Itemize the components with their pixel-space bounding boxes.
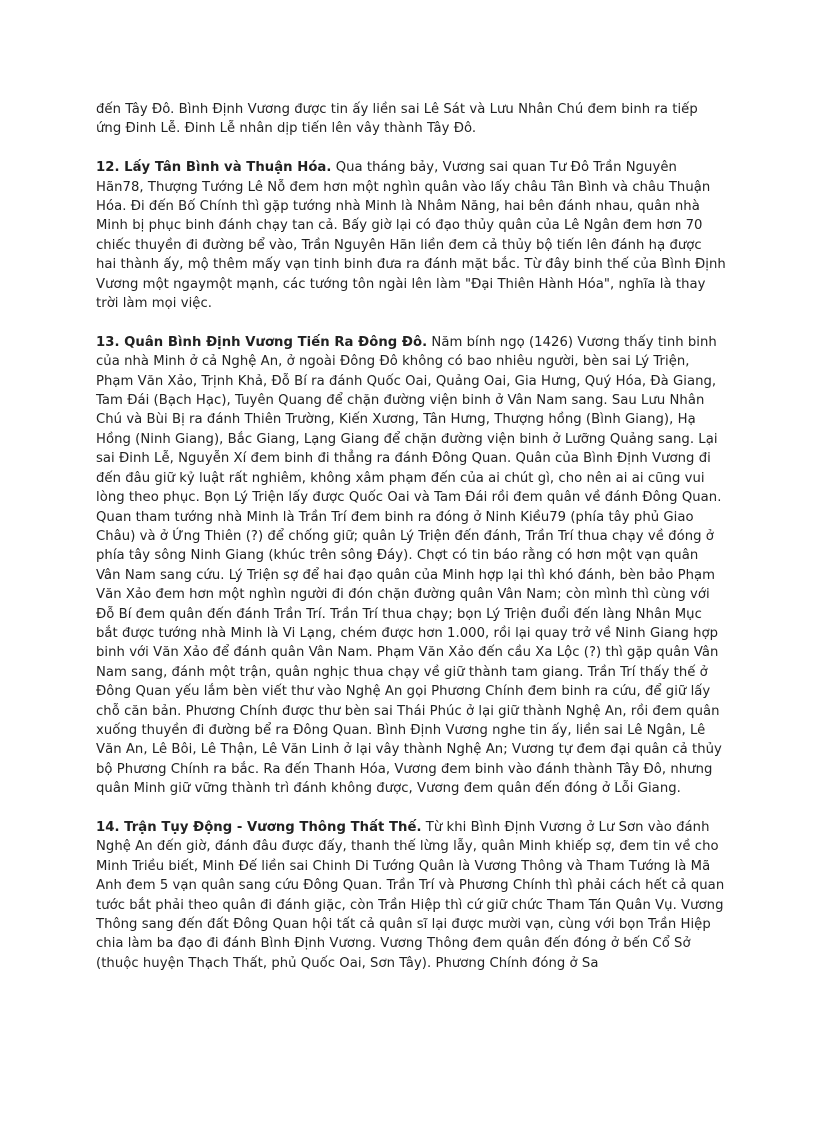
- section-13: [96, 333, 726, 799]
- section-heading: 14. Trận Tụy Động - Vương Thông Thất Thế.: [96, 819, 422, 835]
- section-12: [96, 158, 726, 313]
- section-14: [96, 818, 726, 973]
- paragraph-text: Năm bính ngọ (1426) Vương thấy tinh binh của nhà Minh ở cả Nghệ An, ở ngoài Đông Đô không có bao nhiêu người, bèn sai Lý Triện, Phạm Văn Xảo, Trịnh Khả, Đỗ Bí ra đánh Quốc Oai, Quảng Oai, Gia Hưng, Quý Hóa, Đà Giang, Tam Đái (Bạch Hạc), Tuyên Quang để chặn đường viện binh ở Vân Nam sang. Sau Lưu Nhân Chú và Bùi Bị ra đánh Thiên Trường, Kiến Xương, Tân Hưng, Thượng hồng (Bình Giang), Hạ Hồng (Ninh Giang), Bắc Giang, Lạng Giang để chặn đường viện binh ở Lưỡng Quảng sang. Lại sai Đinh Lễ, Nguyễn Xí đem binh đi thẳng ra đánh Đông Quan. Quân của Bình Định Vương đi đến đâu giữ kỷ luật rất nghiêm, không xâm phạm đến của ai chút gì, cho nên ai ai cũng vui lòng theo phục. Bọn Lý Triện lấy được Quốc Oai và Tam Đái rồi đem quân về đánh Đông Quan. Quan tham tướng nhà Minh là Trần Trí đem binh ra đóng ở Ninh Kiều79 (phía tây phủ Giao Châu) và ở Ứng Thiên (?) để chống giữ; quân Lý Triện đến đánh, Trần Trí thua chạy về đóng ở phía tây sông Ninh Giang (khúc trên sông Đáy). Chợt có tin báo rằng có hơn một vạn quân Vân Nam sang cứu. Lý Triện sợ để hai đạo quân của Minh hợp lại thì khó đánh, bèn bảo Phạm Văn Xảo đem hơn một nghìn người đi đón chặn đường quân Vân Nam; còn mình thì cùng với Đỗ Bí đem quân đến đánh Trần Trí. Trần Trí thua chạy; bọn Lý Triện đuổi đến làng Nhân Mục bắt được tướng nhà Minh là Vi Lạng, chém được hơn 1.000, rồi lại quay trở về Ninh Giang hợp binh với Văn Xảo để đánh quân Vân Nam. Phạm Văn Xảo đến cầu Xa Lộc (?) thì gặp quân Vân Nam sang, đánh một trận, quân nghịc thua chạy về giữ thành tam giang. Trần Trí thấy thế ở Đông Quan yếu lắm bèn viết thư vào Nghệ An gọi Phương Chính đem binh ra cứu, để giữ lấy chỗ căn bản. Phương Chính được thư bèn sai Thái Phúc ở lại giữ thành Nghệ An, rồi đem quân xuống thuyền đi đường bể ra Đông Quan. Bình Định Vương nghe tin ấy, liền sai Lê Ngân, Lê Văn An, Lê Bôi, Lê Thận, Lê Văn Linh ở lại vây thành Nghệ An; Vương tự đem đại quân cả thủy bộ Phương Chính ra bắc. Ra đến Thanh Hóa, Vương đem binh vào đánh thành Tây Đô, nhưng quân Minh giữ vững thành trì đánh không được, Vương đem quân đến đóng ở Lỗi Giang.: [96, 334, 722, 797]
- document-page: [96, 100, 726, 993]
- paragraph-text: đến Tây Đô. Bình Định Vương được tin ấy liền sai Lê Sát và Lưu Nhân Chú đem binh ra tiếp ứng Đinh Lễ. Đinh Lễ nhân dịp tiến lên vây thành Tây Đô.: [96, 102, 698, 137]
- paragraph-intro: [96, 100, 726, 139]
- section-heading: 13. Quân Bình Định Vương Tiến Ra Đông Đô.: [96, 334, 428, 350]
- paragraph-text: Qua tháng bảy, Vương sai quan Tư Đô Trần Nguyên Hãn78, Thượng Tướng Lê Nỗ đem hơn một nghìn quân vào lấy châu Tân Bình và châu Thuận Hóa. Đi đến Bố Chính thì gặp tướng nhà Minh là Nhâm Năng, hai bên đánh nhau, quân nhà Minh bị phục binh đánh chạy tan cả. Bấy giờ lại có đạo thủy quân của Lê Ngân đem hơn 70 chiếc thuyền đi đường bể vào, Trần Nguyên Hãn liền đem cả thủy bộ tiến lên đánh hạ được hai thành ấy, mộ thêm mấy vạn tinh binh đưa ra đánh mặt bắc. Từ đây binh thế của Bình Định Vương một ngaymột mạnh, các tướng tôn ngài lên làm "Đại Thiên Hành Hóa", nghĩa là thay trời làm mọi việc.: [96, 160, 726, 312]
- paragraph-text: Từ khi Bình Định Vương ở Lư Sơn vào đánh Nghệ An đến giờ, đánh đâu được đấy, thanh thế lừng lẫy, quân Minh khiếp sợ, đem tin về cho Minh Triều biết, Minh Đế liền sai Chinh Di Tướng Quân là Vương Thông và Tham Tướng là Mã Anh đem 5 vạn quân sang cứu Đông Quan. Trần Trí và Phương Chính thì phải cách hết cả quan tước bắt phải theo quân đi đánh giặc, còn Trần Hiệp thì cứ giữ chức Tham Tán Quân Vụ. Vương Thông sang đến đất Đông Quan hội tất cả quân sĩ lại được mười vạn, cùng với bọn Trần Hiệp chia làm ba đạo đi đánh Bình Định Vương. Vương Thông đem quân đến đóng ở bến Cổ Sở (thuộc huyện Thạch Thất, phủ Quốc Oai, Sơn Tây). Phương Chính đóng ở Sa: [96, 819, 725, 971]
- section-heading: 12. Lấy Tân Bình và Thuận Hóa.: [96, 160, 332, 176]
